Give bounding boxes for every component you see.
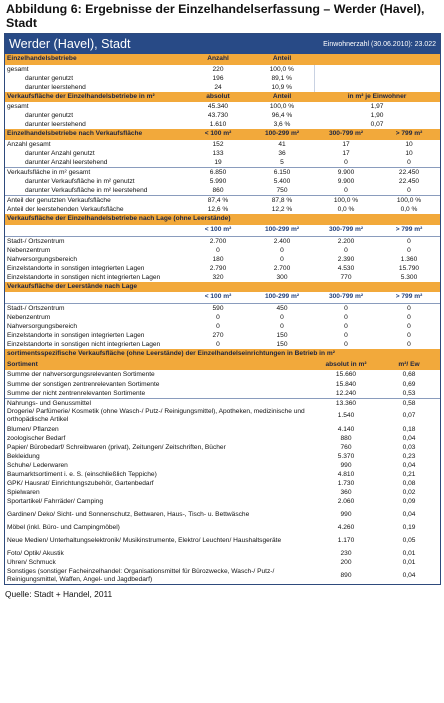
cell-value: 0	[344, 341, 348, 349]
row-label: Einzelstandorte in sonstigen nicht integrierten Lagen	[7, 341, 161, 349]
row-label: Summe der nahversorgungsrelevanten Sortimente	[7, 371, 155, 379]
cell-value: 2.060	[337, 498, 355, 506]
cell-value: 0	[407, 323, 411, 331]
cell-value: 10	[405, 150, 413, 158]
cell-value: 15.790	[398, 264, 420, 272]
cell-value: 36	[278, 150, 286, 158]
cell-value: 2.200	[337, 237, 355, 245]
cell-value: 22.450	[398, 178, 420, 186]
cell-value: 0	[407, 237, 411, 245]
section-header-verkaufsflaeche	[5, 92, 440, 103]
cell-value: 200	[340, 559, 352, 567]
cell-value: 450	[276, 305, 288, 313]
cell-value: 10	[405, 141, 413, 149]
cell-value: 0,04	[402, 571, 416, 579]
cell-value: 9.900	[314, 168, 378, 178]
row-label: Neue Medien/ Unterhaltungselektronik/ Musikinstrumente, Elektro/ Leuchten/ Haushaltsgeräte	[7, 536, 282, 544]
row-label: darunter genutzt	[25, 112, 74, 120]
cell-value: 0,02	[402, 488, 416, 496]
cell-value: 196	[212, 74, 224, 82]
sortiment-row	[5, 506, 440, 523]
cell-value: 100,0 %	[314, 196, 378, 206]
cell-value: 0,68	[402, 371, 416, 379]
cell-value: 0,05	[402, 536, 416, 544]
table-row	[5, 273, 440, 282]
row-label: Blumen/ Pflanzen	[7, 425, 59, 433]
row-label: Nahversorgungsbereich	[7, 323, 78, 331]
cell-value: 2.790	[209, 264, 227, 272]
empty-cell	[314, 54, 440, 65]
cell-value: 360	[340, 488, 352, 496]
cell-value: 0,04	[402, 510, 416, 518]
row-label: Verkaufsfläche in m² gesamt	[5, 168, 186, 178]
cell-value: 0,09	[402, 498, 416, 506]
col-header: in m² je Einwohner	[314, 92, 440, 103]
row-label: Stadt-/ Ortszentrum	[7, 305, 65, 313]
empty-cell	[5, 292, 186, 303]
table-row	[5, 168, 440, 178]
cell-value: 0	[344, 159, 348, 167]
table-row	[5, 177, 440, 186]
table-row	[5, 120, 440, 129]
cell-value: 0,04	[402, 461, 416, 469]
cell-value: 1,90	[370, 112, 384, 120]
cell-value: 1.360	[400, 255, 418, 263]
cell-value: 1.540	[337, 412, 355, 420]
cell-value: 133	[212, 150, 224, 158]
cell-value: 1.610	[209, 121, 227, 129]
cell-value: 87,8 %	[250, 196, 314, 206]
cell-value: 0,19	[402, 524, 416, 532]
cell-value: 5.990	[209, 178, 227, 186]
col-header: Sortiment	[5, 360, 314, 371]
section-title: Verkaufsfläche der Einzelhandelsbetriebe in m²	[5, 92, 186, 103]
table-row	[5, 255, 440, 264]
table-row	[5, 196, 440, 206]
cell-value: 0	[216, 323, 220, 331]
cell-value: 0,03	[402, 443, 416, 451]
table-row	[5, 340, 440, 349]
col-header: 300-799 m²	[314, 129, 378, 140]
empty-cell	[314, 74, 440, 83]
row-label: Schuhe/ Lederwaren	[7, 461, 68, 469]
cell-value: 150	[276, 341, 288, 349]
cell-value: 19	[214, 159, 222, 167]
cell-value: 320	[212, 273, 224, 281]
col-header: > 799 m²	[378, 292, 440, 303]
cell-value: 0,07	[402, 412, 416, 420]
section-header-leerstaende	[5, 282, 440, 293]
row-label: gesamt	[7, 103, 29, 111]
cell-value: 0	[407, 159, 411, 167]
results-table	[5, 54, 440, 584]
cell-value: 89,1 %	[271, 74, 293, 82]
row-label: Gardinen/ Deko/ Sicht- und Sonnenschutz, Bettwaren, Haus-, Tisch- u. Bettwäsche	[7, 510, 250, 518]
row-label: Spielwaren	[7, 488, 40, 496]
cell-value: 0,0 %	[400, 206, 418, 214]
section-title: Einzelhandelsbetriebe nach Verkaufsfläche	[5, 129, 186, 140]
table-row	[5, 246, 440, 255]
cell-value: 860	[212, 187, 224, 195]
row-label: Anteil der genutzten Verkaufsfläche	[5, 196, 186, 206]
section-title: Verkaufsfläche der Leerstände nach Lage	[5, 282, 440, 293]
cell-value: 22.450	[378, 168, 440, 178]
cell-value: 0	[407, 187, 411, 195]
source-note: Quelle: Stadt + Handel, 2011	[5, 589, 113, 600]
cell-value: 0,53	[402, 389, 416, 397]
cell-value: 12,6 %	[207, 206, 229, 214]
cell-value: 2.700	[273, 264, 291, 272]
row-label: Uhren/ Schmuck	[7, 559, 56, 567]
empty-cell	[5, 225, 186, 236]
cell-value: 0	[407, 332, 411, 340]
table-row	[5, 83, 440, 92]
col-header: Anzahl	[186, 54, 250, 65]
sortiment-row	[5, 479, 440, 488]
row-label: darunter Anzahl leerstehend	[25, 159, 108, 167]
section-title: Einzelhandelsbetriebe	[5, 54, 186, 65]
cell-value: 5	[280, 159, 284, 167]
row-label: darunter Verkaufsfläche in m² genutzt	[25, 178, 135, 186]
cell-value: 100,0 %	[378, 196, 440, 206]
row-label: Sonstiges (sonstiger Facheinzelhandel: Organisationsmittel für Bürozwecke, Wasch-/ Putz-/ Reinigungsmittel, Waffen, Angel- und Jagdbedarf)	[7, 567, 275, 583]
cell-value: 41	[278, 141, 286, 149]
row-label: darunter Verkaufsfläche in m² leerstehend	[25, 187, 148, 195]
sortiment-row	[5, 408, 440, 425]
table-row	[5, 205, 440, 214]
population-label: Einwohnerzahl (30.06.2010): 23.022	[323, 40, 436, 48]
results-table-frame	[4, 33, 441, 585]
cell-value: 6.150	[250, 168, 314, 178]
cell-value: 0	[216, 246, 220, 254]
row-label: Nebenzentrum	[7, 314, 51, 322]
row-label: darunter leerstehend	[25, 83, 86, 91]
cell-value: 10,9 %	[271, 83, 293, 91]
table-row	[5, 74, 440, 83]
table-row	[5, 102, 440, 111]
col-header: 300-799 m²	[314, 292, 378, 303]
cell-value: 270	[212, 332, 224, 340]
cell-value: 100,0 %	[269, 65, 294, 73]
row-label: Foto/ Optik/ Akustik	[7, 550, 64, 558]
cell-value: 760	[340, 443, 352, 451]
sortiment-row	[5, 532, 440, 549]
sortiment-row	[5, 425, 440, 434]
row-label: darunter genutzt	[25, 74, 74, 82]
cell-value: 5.400	[273, 178, 291, 186]
cell-value: 180	[212, 255, 224, 263]
col-header: > 799 m²	[378, 129, 440, 140]
cell-value: 3,6 %	[273, 121, 291, 129]
cell-value: 0	[407, 305, 411, 313]
cell-value: 0,58	[378, 398, 440, 408]
table-title: Werder (Havel), Stadt	[9, 37, 131, 51]
cell-value: 220	[212, 65, 224, 73]
table-row	[5, 313, 440, 322]
cell-value: 96,4 %	[271, 112, 293, 120]
cell-value: 12,2 %	[271, 206, 293, 214]
cell-value: 230	[340, 550, 352, 558]
col-header: 100-299 m²	[250, 129, 314, 140]
totals-row	[5, 370, 440, 379]
col-header: < 100 m²	[186, 292, 250, 303]
cell-value: 2.700	[209, 237, 227, 245]
cell-value: 5.300	[400, 273, 418, 281]
cell-value: 15.660	[335, 371, 357, 379]
sortiment-row	[5, 549, 440, 558]
cell-value: 87,4 %	[186, 196, 250, 206]
sortiment-row	[5, 434, 440, 443]
cell-value: 1.170	[337, 536, 355, 544]
cell-value: 0	[280, 246, 284, 254]
cell-value: 0,69	[402, 380, 416, 388]
cell-value: 0	[344, 305, 348, 313]
cell-value: 0	[344, 323, 348, 331]
totals-row	[5, 389, 440, 399]
cell-value: 13.360	[314, 398, 378, 408]
table-row	[5, 304, 440, 314]
cell-value: 0,01	[402, 559, 416, 567]
table-row	[5, 111, 440, 120]
cell-value: 100,0 %	[269, 103, 295, 111]
col-header: Anteil	[250, 54, 314, 65]
sortiment-row	[5, 523, 440, 532]
cell-value: 750	[276, 187, 288, 195]
cell-value: 880	[340, 434, 352, 442]
sortiment-row	[5, 470, 440, 479]
col-header: absolut	[186, 92, 250, 103]
cell-value: 0	[344, 187, 348, 195]
column-header-row	[5, 225, 440, 236]
table-row	[5, 322, 440, 331]
cell-value: 990	[340, 461, 352, 469]
figure-caption: Abbildung 6: Ergebnisse der Einzelhandelserfassung – Werder (Havel), Stadt	[6, 2, 425, 30]
cell-value: 4.140	[337, 425, 355, 433]
section-title: sortimentsspezifische Verkaufsfläche (ohne Leerstände) der Einzelhandelseinrichtungen in Betrieb in m²	[5, 349, 440, 360]
sortiment-header-row	[5, 360, 440, 371]
cell-value: 0,07	[370, 121, 384, 129]
cell-value: 12.240	[335, 389, 357, 397]
row-label: Einzelstandorte in sonstigen integrierten Lagen	[7, 264, 145, 272]
cell-value: 0	[216, 314, 220, 322]
cell-value: 0,04	[402, 434, 416, 442]
sortiment-row	[5, 398, 440, 408]
section-header-sortimente	[5, 349, 440, 360]
section-title: Verkaufsfläche der Einzelhandelsbetriebe nach Lage (ohne Leerstände)	[5, 214, 440, 225]
row-label: GPK/ Hausrat/ Einrichtungszubehör, Gartenbedarf	[7, 479, 154, 487]
row-label: Sportartikel/ Fahrräder/ Camping	[7, 498, 104, 506]
totals-row	[5, 380, 440, 389]
empty-cell	[314, 83, 440, 92]
cell-value: 0	[344, 332, 348, 340]
row-label: Drogerie/ Parfümerie/ Kosmetik (ohne Wasch-/ Putz-/ Reinigungsmittel), Apotheken, medizinische und orthopädische Artikel	[7, 408, 305, 424]
cell-value: 24	[214, 83, 222, 91]
cell-value: 0	[407, 246, 411, 254]
table-row	[5, 331, 440, 340]
cell-value: 1.730	[337, 479, 355, 487]
sortiment-row	[5, 443, 440, 452]
cell-value: 43.730	[207, 112, 229, 120]
row-label: Nahversorgungsbereich	[7, 255, 78, 263]
row-label: Summe der nicht zentrenrelevanten Sortimente	[7, 389, 146, 397]
row-label: Einzelstandorte in sonstigen integrierten Lagen	[7, 332, 145, 340]
cell-value: 45.340	[207, 103, 229, 111]
row-label: Baumarktsortiment i. e. S. (einschließlich Teppiche)	[7, 470, 157, 478]
row-label: Möbel (inkl. Büro- und Campingmöbel)	[7, 524, 120, 532]
table-row	[5, 158, 440, 168]
row-label: Stadt-/ Ortszentrum	[7, 237, 65, 245]
sortiment-row	[5, 567, 440, 584]
sortiment-row	[5, 488, 440, 497]
row-label: Nahrungs- und Genussmittel	[5, 398, 314, 408]
cell-value: 17	[342, 150, 350, 158]
cell-value: 0	[280, 255, 284, 263]
row-label: Anzahl gesamt	[7, 141, 51, 149]
table-row	[5, 186, 440, 196]
cell-value: 990	[340, 510, 352, 518]
cell-value: 770	[340, 273, 352, 281]
col-header: < 100 m²	[186, 129, 250, 140]
table-row	[5, 264, 440, 273]
cell-value: 2.400	[273, 237, 291, 245]
cell-value: 300	[276, 273, 288, 281]
table-row	[5, 236, 440, 246]
cell-value: 0,21	[402, 470, 416, 478]
row-label: darunter leerstehend	[25, 121, 86, 129]
empty-cell	[314, 65, 440, 74]
cell-value: 0	[344, 314, 348, 322]
table-row	[5, 149, 440, 158]
cell-value: 6.850	[186, 168, 250, 178]
cell-value: 0	[280, 314, 284, 322]
col-header: absolut in m²	[314, 360, 378, 371]
cell-value: 2.390	[337, 255, 355, 263]
cell-value: 1,97	[370, 103, 384, 111]
cell-value: 9.900	[337, 178, 355, 186]
col-header: 100-299 m²	[250, 292, 314, 303]
section-header-nach-verkaufsflaeche	[5, 129, 440, 140]
cell-value: 0,0 %	[337, 206, 355, 214]
row-label: Einzelstandorte in sonstigen nicht integrierten Lagen	[7, 273, 161, 281]
cell-value: 0,01	[402, 550, 416, 558]
row-label: gesamt	[7, 65, 29, 73]
cell-value: 0,08	[402, 479, 416, 487]
col-header: < 100 m²	[186, 225, 250, 236]
sortiment-row	[5, 497, 440, 506]
title-bar	[5, 34, 440, 54]
table-row	[5, 140, 440, 149]
row-label: Bekleidung	[7, 452, 40, 460]
sortiment-row	[5, 452, 440, 461]
cell-value: 152	[212, 141, 224, 149]
sortiment-row	[5, 461, 440, 470]
col-header: m²/ Ew	[378, 360, 440, 371]
col-header: Anteil	[250, 92, 314, 103]
cell-value: 5.370	[337, 452, 355, 460]
cell-value: 0	[407, 341, 411, 349]
column-header-row	[5, 292, 440, 303]
cell-value: 0,23	[402, 452, 416, 460]
row-label: zoologischer Bedarf	[7, 434, 66, 442]
cell-value: 15.840	[335, 380, 357, 388]
row-label: Anteil der leerstehenden Verkaufsfläche	[7, 206, 124, 214]
cell-value: 590	[212, 305, 224, 313]
row-label: darunter Anzahl genutzt	[25, 150, 95, 158]
table-row	[5, 65, 440, 74]
cell-value: 0,18	[402, 425, 416, 433]
cell-value: 890	[340, 571, 352, 579]
col-header: 300-799 m²	[314, 225, 378, 236]
cell-value: 150	[276, 332, 288, 340]
cell-value: 4.810	[337, 470, 355, 478]
col-header: > 799 m²	[378, 225, 440, 236]
sortiment-row	[5, 558, 440, 567]
cell-value: 17	[342, 141, 350, 149]
cell-value: 4.260	[337, 524, 355, 532]
section-header-lage	[5, 214, 440, 225]
row-label: Summe der sonstigen zentrenrelevanten Sortimente	[7, 380, 160, 388]
col-header: 100-299 m²	[250, 225, 314, 236]
cell-value: 0	[407, 314, 411, 322]
section-header-betriebe	[5, 54, 440, 65]
cell-value: 0	[216, 341, 220, 349]
row-label: Nebenzentrum	[7, 246, 51, 254]
cell-value: 0	[280, 323, 284, 331]
row-label: Papier/ Bürobedarf/ Schreibwaren (privat), Zeitungen/ Zeitschriften, Bücher	[7, 443, 226, 451]
cell-value: 4.530	[337, 264, 355, 272]
cell-value: 0	[344, 246, 348, 254]
